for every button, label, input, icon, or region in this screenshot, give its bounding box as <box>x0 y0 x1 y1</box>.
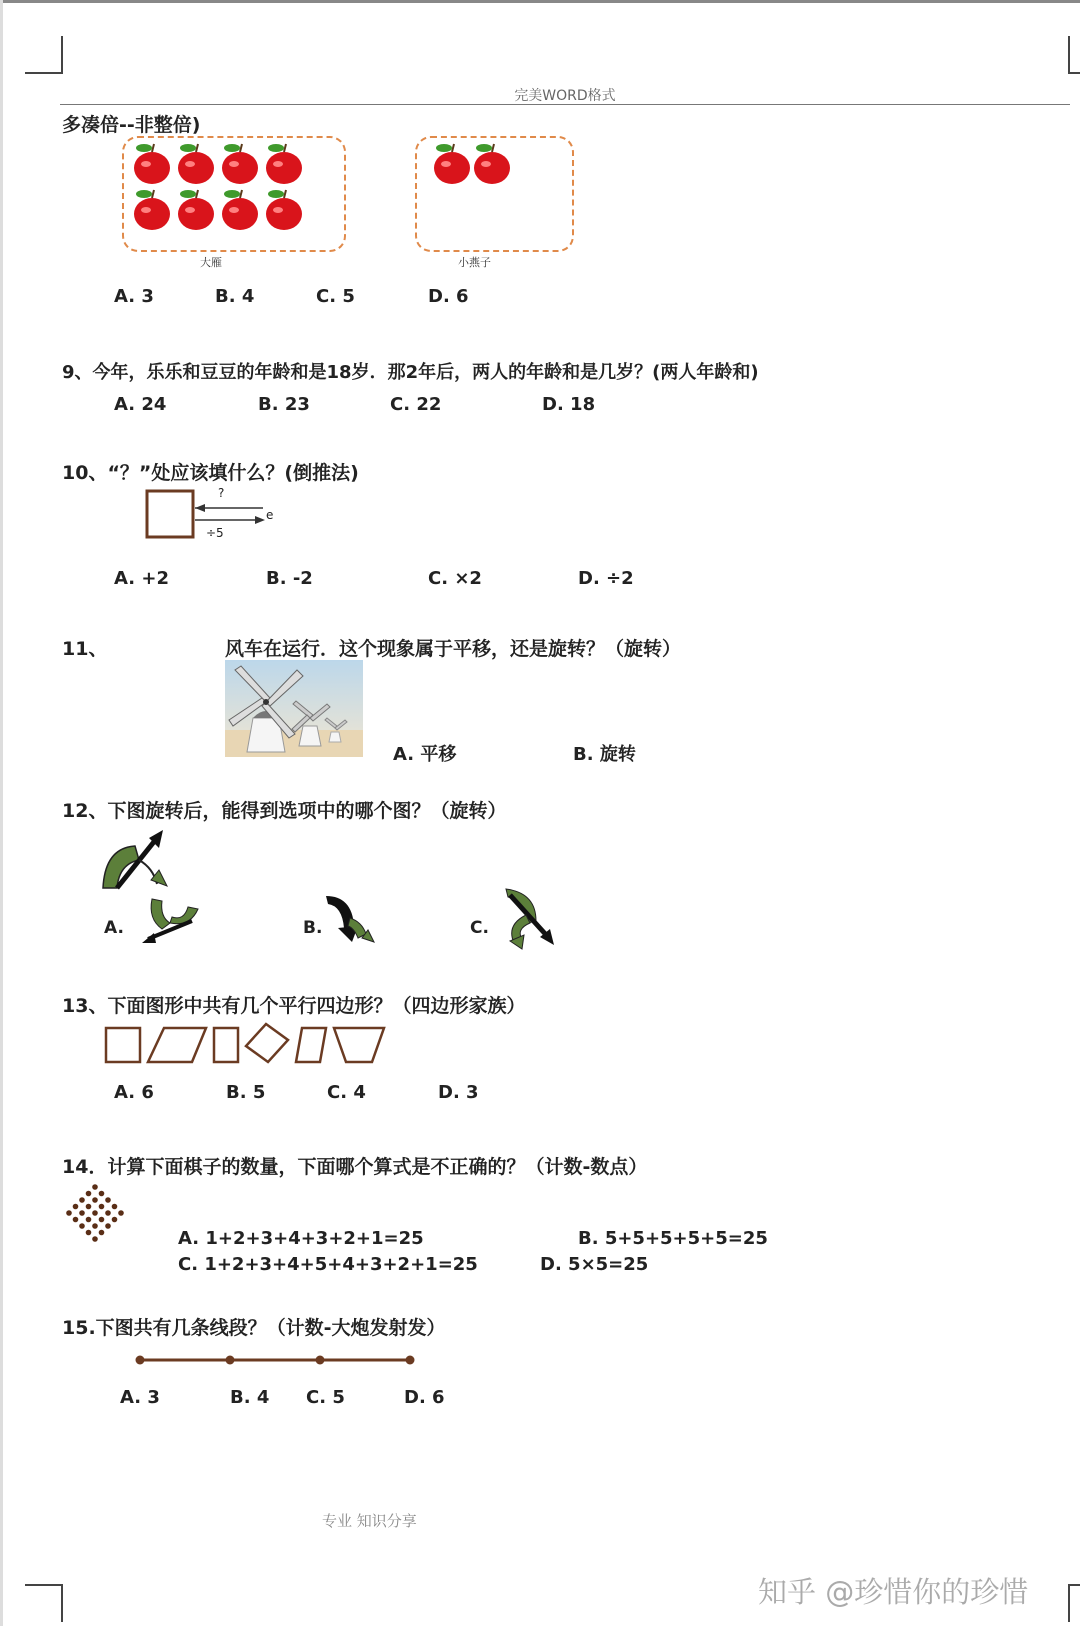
chess-dot <box>86 1191 92 1197</box>
q8-option-c: C. 5 <box>316 286 355 307</box>
crop-mark-bottom-right <box>1068 1584 1080 1622</box>
q14-option-b: B. 5+5+5+5+5=25 <box>578 1228 768 1249</box>
q8-option-a: A. 3 <box>114 286 154 307</box>
chess-dot <box>73 1204 79 1210</box>
q11-stem: 风车在运行．这个现象属于平移，还是旋转？（旋转） <box>225 638 682 660</box>
q8-stem: 多凑倍--非整倍) <box>62 114 201 136</box>
q13-shapes <box>102 1022 392 1070</box>
q15-stem: 15.下图共有几条线段？（计数-大炮发射发） <box>62 1317 446 1339</box>
apple-group-right <box>430 140 530 200</box>
left-border <box>0 0 3 1626</box>
q15-option-c: C. 5 <box>306 1387 345 1408</box>
q13-option-a: A. 6 <box>114 1082 154 1103</box>
q14-option-c: C. 1+2+3+4+5+4+3+2+1=25 <box>178 1254 478 1275</box>
q10-option-d: D. ÷2 <box>578 568 634 589</box>
q10-option-a: A. +2 <box>114 568 169 589</box>
watermark: 知乎 @珍惜你的珍惜 <box>758 1575 1029 1609</box>
q9-text: 9、今年，乐乐和豆豆的年龄和是18岁．那2年后，两人的年龄和是几岁？ <box>62 362 653 383</box>
q12-option-a: A. <box>104 918 124 938</box>
chess-dot <box>79 1210 85 1216</box>
chess-dot <box>92 1184 98 1190</box>
chess-dot <box>105 1223 111 1229</box>
chess-dot <box>86 1204 92 1210</box>
q14-dot-diamond <box>60 1178 130 1248</box>
q11-option-a: A. 平移 <box>393 744 457 765</box>
chess-dot <box>79 1223 85 1229</box>
chess-dot <box>92 1210 98 1216</box>
q13-option-c: C. 4 <box>327 1082 366 1103</box>
chess-dot <box>105 1210 111 1216</box>
q10-text: 10、“？”处应该填什么？ <box>62 462 285 484</box>
q12-option-a-figure <box>140 895 205 945</box>
top-border <box>0 0 1080 3</box>
chess-dot <box>99 1230 105 1236</box>
chess-dot <box>112 1204 118 1210</box>
q15-line-segment <box>130 1350 420 1370</box>
q15-option-d: D. 6 <box>404 1387 445 1408</box>
footer-text: 专业 知识分享 <box>322 1512 417 1530</box>
q12-option-c-figure <box>500 885 560 950</box>
q14-option-d: D. 5×5=25 <box>540 1254 649 1275</box>
q15-option-a: A. 3 <box>120 1387 160 1408</box>
chess-dot <box>86 1217 92 1223</box>
chess-dot <box>92 1223 98 1229</box>
chess-dot <box>99 1217 105 1223</box>
q9-option-a: A. 24 <box>114 394 167 415</box>
crop-mark-bottom-left <box>25 1584 63 1622</box>
q11-number: 11、 <box>62 638 108 660</box>
q14-stem: 14．计算下面棋子的数量，下面哪个算式是不正确的？（计数-数点） <box>62 1156 648 1178</box>
chess-dot <box>112 1217 118 1223</box>
chess-dot <box>86 1230 92 1236</box>
chess-dot <box>73 1217 79 1223</box>
q10-option-b: B. -2 <box>266 568 313 589</box>
q8-option-d: D. 6 <box>428 286 469 307</box>
q10-diagram-bottom: ÷5 <box>206 526 224 540</box>
shape-rectangle <box>214 1028 238 1062</box>
q12-option-c: C. <box>470 918 489 938</box>
q15-option-b: B. 4 <box>230 1387 270 1408</box>
header-rule <box>60 104 1070 105</box>
chess-dot <box>92 1236 98 1242</box>
q10-option-c: C. ×2 <box>428 568 482 589</box>
chess-dot <box>118 1210 124 1216</box>
header-title: 完美WORD格式 <box>514 88 616 104</box>
q10-stem <box>62 458 359 485</box>
q10-tag: (倒推法) <box>284 462 359 484</box>
q13-option-b: B. 5 <box>226 1082 266 1103</box>
q12-option-b-figure <box>322 892 377 947</box>
q12-original-figure <box>95 826 175 896</box>
q11-option-b: B. 旋转 <box>573 744 636 765</box>
apple-group-left <box>130 140 340 240</box>
q14-option-a: A. 1+2+3+4+3+2+1=25 <box>178 1228 424 1249</box>
shape-trapezoid <box>334 1028 384 1062</box>
q13-stem: 13、下面图形中共有几个平行四边形？（四边形家族） <box>62 995 526 1017</box>
q8-option-b: B. 4 <box>215 286 255 307</box>
shape-slanted-parallelogram <box>296 1028 326 1062</box>
crop-mark-top-right <box>1068 36 1080 74</box>
q12-stem: 12、下图旋转后，能得到选项中的哪个图？（旋转） <box>62 800 507 822</box>
q9-option-b: B. 23 <box>258 394 310 415</box>
q9-option-d: D. 18 <box>542 394 596 415</box>
chess-dot <box>105 1197 111 1203</box>
q13-option-d: D. 3 <box>438 1082 479 1103</box>
chess-dot <box>99 1204 105 1210</box>
chess-dot <box>79 1197 85 1203</box>
q10-diagram-right: e <box>266 508 274 522</box>
shape-parallelogram <box>148 1028 206 1062</box>
q9-tag: (两人年龄和) <box>652 362 759 383</box>
q12-option-b: B. <box>303 918 323 938</box>
shape-rhombus <box>246 1024 288 1062</box>
chess-dot <box>99 1191 105 1197</box>
q9-option-c: C. 22 <box>390 394 442 415</box>
windmill-image <box>225 660 363 757</box>
label-dayan: 大雁 <box>200 256 222 269</box>
crop-mark-top-left <box>25 36 63 74</box>
chess-dot <box>66 1210 72 1216</box>
label-xiaoyanzi: 小燕子 <box>458 256 491 269</box>
q10-diagram-top: ? <box>218 486 225 500</box>
shape-square <box>106 1028 140 1062</box>
chess-dot <box>92 1197 98 1203</box>
q9-stem <box>62 358 759 384</box>
